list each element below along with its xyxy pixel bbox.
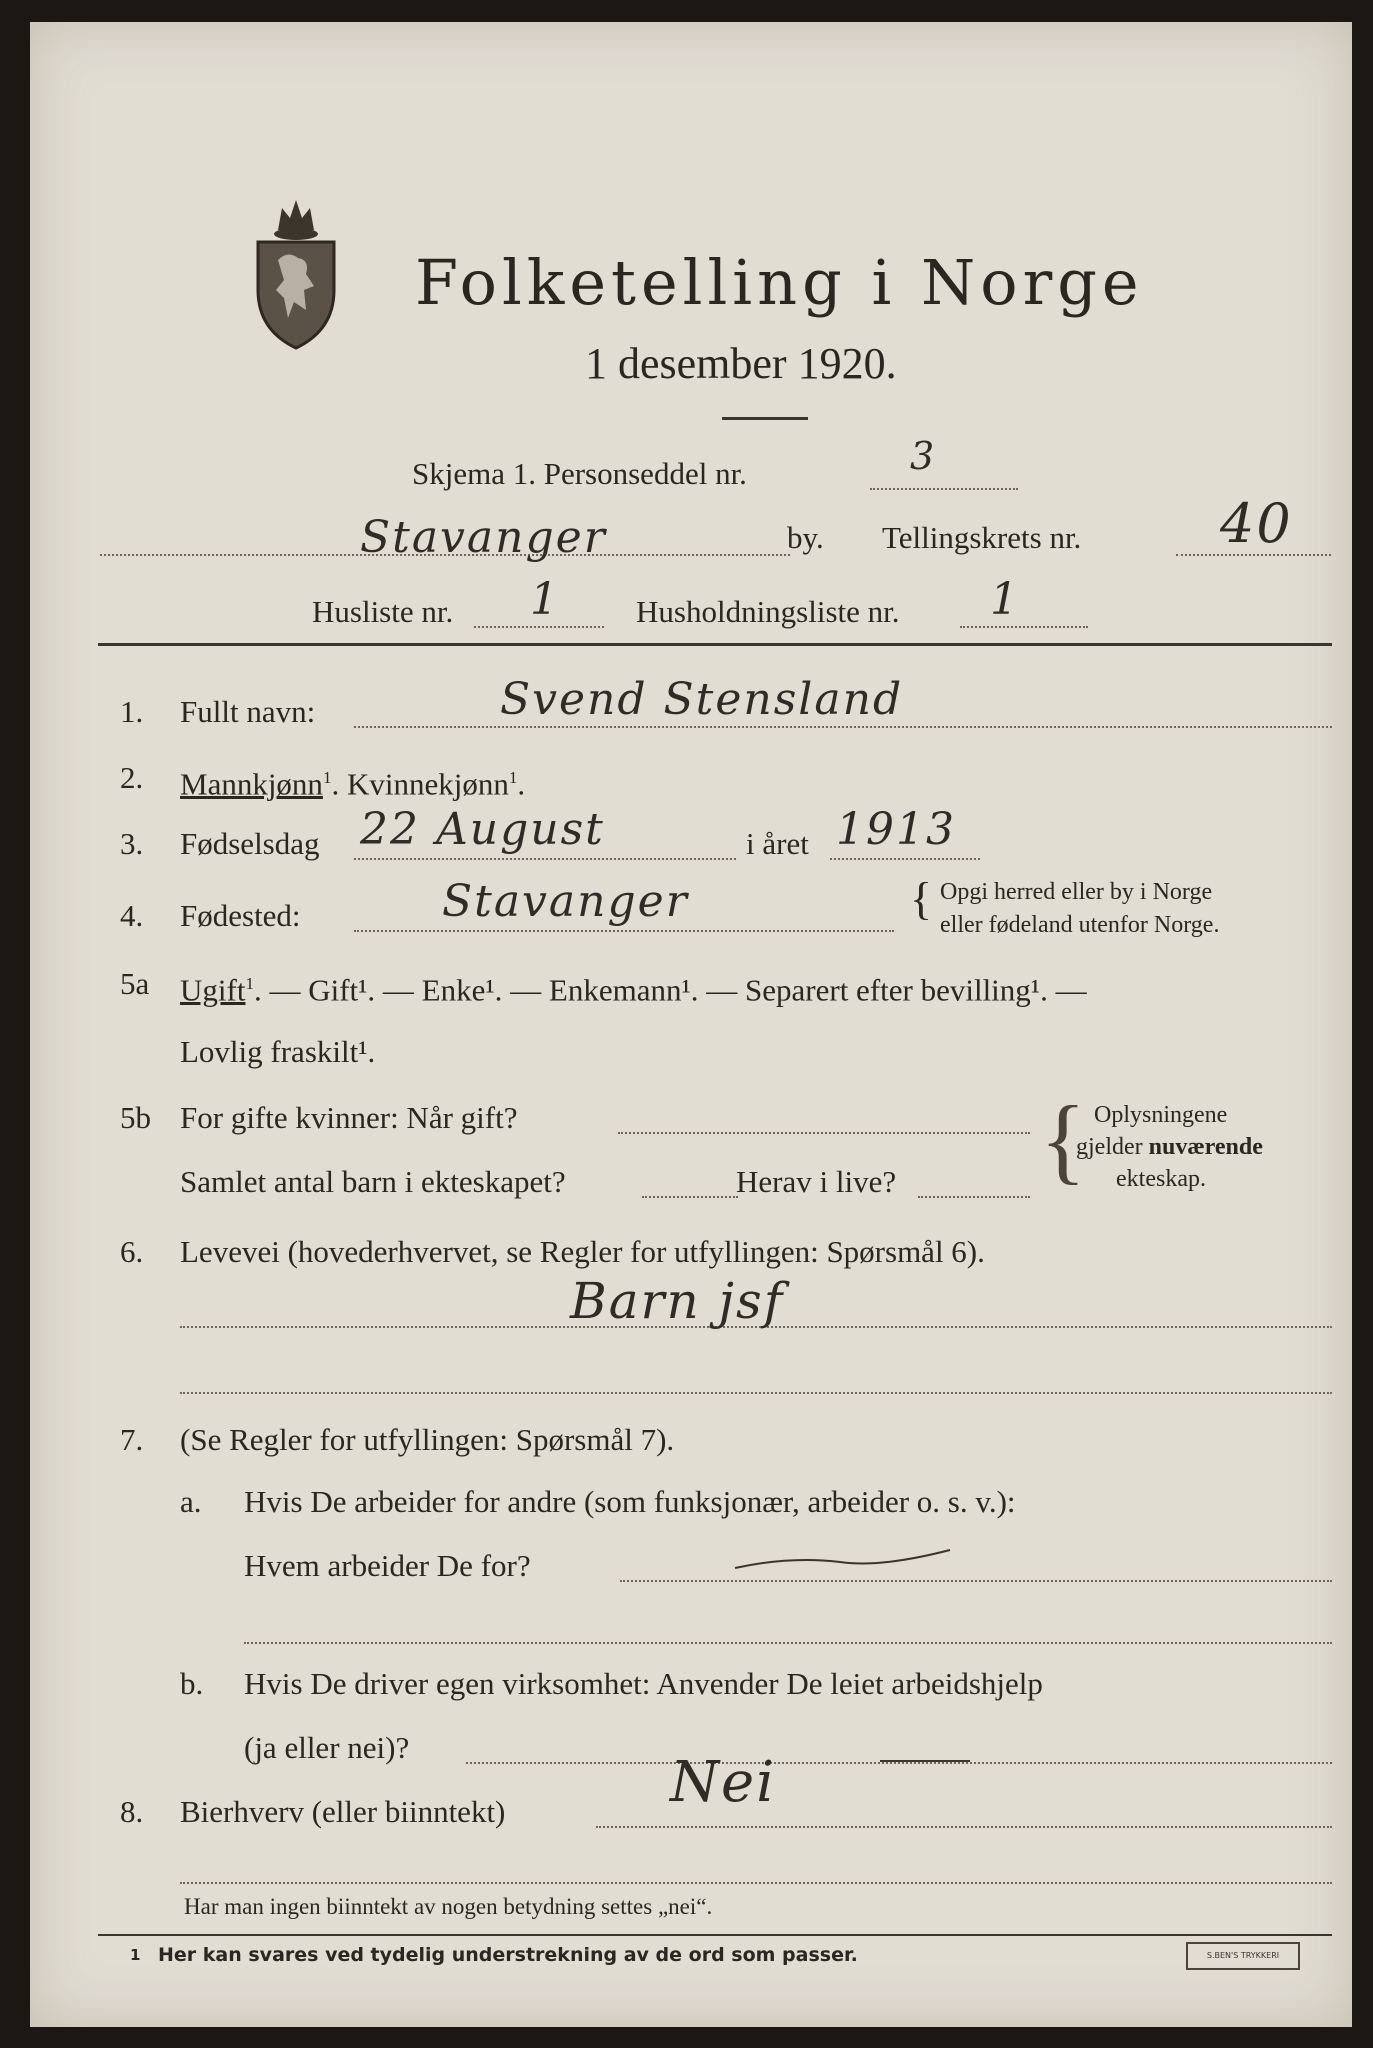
q2-male: Mannkjønn [180,766,323,802]
q6-label: Levevei (hovederhvervet, se Regler for utfyllingen: Spørsmål 6). [180,1234,985,1269]
q5a-ugift: Ugift [180,972,246,1008]
printer-stamp: S.BEN'S TRYKKERI [1186,1942,1300,1970]
q5a-rest: — Gift¹. — Enke¹. — Enkemann¹. — Separert efter bevilling¹. — [269,972,1087,1008]
q3-year-line [830,858,980,860]
q5b-note2a: gjelder [1076,1134,1149,1160]
q5b-when-line [618,1132,1030,1134]
q3-label: Fødselsdag [180,826,320,861]
skjema-label: Skjema 1. Personseddel nr. [412,456,747,491]
q7a-dash-mark [730,1538,960,1578]
q1-line [354,726,1332,728]
q5b-label: For gifte kvinner: Når gift? [180,1100,518,1135]
q3-year-answer: 1913 [836,804,956,855]
q7b-letter: b. [180,1666,204,1701]
form-title: Folketelling i Norge [415,246,1144,319]
q4-line [354,930,894,932]
q4-note-line2: eller fødeland utenfor Norge. [940,912,1220,938]
q1-answer: Svend Stensland [500,674,904,725]
q2-male-sup: 1 [322,768,332,787]
q5b-alive-line [918,1196,1030,1198]
q6-line2 [180,1392,1332,1394]
footnote-text: Her kan svares ved tydelig understrekning av de ord som passer. [158,1944,858,1966]
q3-day-line [354,858,736,860]
q4-label: Fødested: [180,898,301,933]
q2-number: 2. [120,760,144,795]
q7-number: 7. [120,1422,144,1457]
husliste-line [474,626,604,628]
q5b-note2b: nuværende [1148,1134,1263,1160]
q8-line [596,1826,1332,1828]
q5a-number: 5a [120,966,150,1001]
q5b-note1: Oplysningene [1094,1102,1228,1128]
personseddel-line [870,488,1018,490]
q5b-number: 5b [120,1100,151,1135]
q5b-note3: ekteskap. [1116,1166,1206,1192]
personseddel-nr: 3 [910,434,937,478]
q7-label: (Se Regler for utfyllingen: Spørsmål 7). [180,1422,675,1457]
q5b-children-label: Samlet antal barn i ekteskapet? [180,1164,566,1199]
q7a-answer-line2 [244,1642,1332,1644]
husliste-nr: 1 [530,574,560,625]
q8-number: 8. [120,1794,144,1829]
husholdningsliste-nr: 1 [990,574,1020,625]
q7b-line1: Hvis De driver egen virksomhet: Anvender De leiet arbeidshjelp [244,1666,1043,1701]
q7a-line2: Hvem arbeider De for? [244,1548,531,1583]
q3-number: 3. [120,826,144,861]
q7a-letter: a. [180,1484,202,1519]
q7b-line2: (ja eller nei)? [244,1730,410,1765]
tellingskrets-nr: 40 [1220,492,1293,555]
footnote-rule [98,1934,1332,1936]
form-date: 1 desember 1920. [585,339,897,388]
q4-note-line1: Opgi herred eller by i Norge [940,879,1213,905]
husholdningsliste-label: Husholdningsliste nr. [636,594,900,629]
norwegian-coat-of-arms-icon [248,190,344,350]
q2-female-dot: . [517,766,526,802]
q8-answer: Nei [670,1750,777,1815]
q5b-note2 [1076,1134,1263,1161]
q5a-options: Ugift$^1$. — Gift¹. — Enke¹. — Enkemann¹. — Separert efter bevilling¹. — [180,972,1087,1008]
q6-answer: Barn jsf [570,1272,785,1330]
footnote-number: 1 [130,1946,141,1964]
q8-dash [880,1760,970,1762]
q5b-brace: { [1040,1086,1087,1193]
q1-label: Fullt navn: [180,694,316,729]
q1-number: 1. [120,694,144,729]
q7a-answer-line1 [620,1580,1332,1582]
q3-year-label: i året [746,826,809,861]
q2-options [180,760,525,802]
q5a-line2: Lovlig fraskilt¹. [180,1034,376,1069]
q6-number: 6. [120,1234,144,1269]
by-label: by. [787,520,824,555]
husholdningsliste-line [960,626,1088,628]
q4-number: 4. [120,898,144,933]
footer-line [180,1882,1332,1884]
q7b-answer-line [466,1762,1332,1764]
husliste-label: Husliste nr. [312,594,454,629]
census-form [30,22,1352,2027]
q4-answer: Stavanger [442,876,689,927]
q3-day-answer: 22 August [360,804,605,855]
city-answer: Stavanger [360,512,607,563]
q8-label: Bierhverv (eller biinntekt) [180,1794,506,1829]
q4-brace: { [910,873,933,924]
q2-male-dot: . [331,766,340,802]
q2-female: Kvinnekjønn [346,766,509,802]
footer-note: Har man ingen biinntekt av nogen betydning settes „nei“. [184,1894,713,1919]
tellingskrets-label: Tellingskrets nr. [882,520,1082,555]
q7a-line1: Hvis De arbeider for andre (som funksjonær, arbeider o. s. v.): [244,1484,1016,1519]
q5b-alive-label: Herav i live? [736,1164,897,1199]
title-divider [722,417,808,420]
q2-female-sup: 1 [508,768,518,787]
header-rule [98,643,1332,646]
q5b-children-line [642,1196,738,1198]
